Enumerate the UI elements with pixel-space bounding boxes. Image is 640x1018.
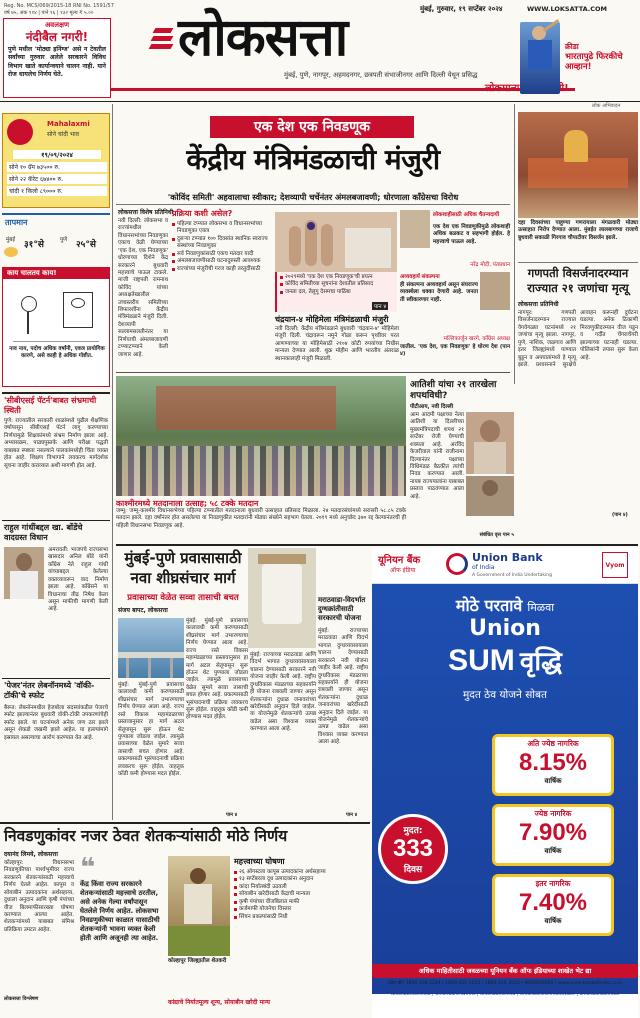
farmers-body: कोल्हापूर: विधानसभा निवडणुकीच्या पार्श्वभूमीवर राज्य सरकारने शेतकऱ्यांसाठी महत्त्वाचे निर्णय घेतले आहेत. कापूस व सोयाबीन उत्पादकांना अर्थसहाय्य, दुधाला अनुदान आणि कृषी पंपांच्या वीज बिलमाफीसारख्या घोषणा करण्यात आल्या आहेत. शेतकऱ्यांमध्ये याबाबत संमिश्र प्रतिक्रिया उमटत आहेत.: [4, 860, 74, 933]
announcements-box: [234, 856, 368, 996]
ad-tollfree[interactable]: (टोल फ्री) 1800 208 2244 / 1800 425 1515 / 1800 425 3555 | 9666606060 | www.unionbankofindia.co.in: [387, 981, 623, 986]
process-heading: प्रक्रिया कशी असेल?: [172, 209, 233, 218]
tenure-unit: दिवस: [403, 865, 423, 875]
ad-row3: चांदी १ किलो ८९००० रु.: [7, 186, 107, 196]
ad-line: सोने चांदी भाव: [47, 131, 79, 138]
page-label: लोक अभिवादन: [592, 103, 621, 109]
process-box: [172, 208, 272, 340]
lead-continued: जातील. 'एक देश, एक निवडणूक' हे धोरण देश (पान ४): [400, 344, 510, 358]
farmers-quote-box: [80, 853, 166, 996]
rate3-label: इतर नागरिक: [535, 879, 571, 888]
date-line: मुंबई, गुरुवार, १९ सप्टेंबर २०२४: [420, 5, 503, 13]
quote2-text: ही संकल्पना अव्यवहार्य असून संघराज्य व्यवस्थेला धक्का देणारी आहे. जनता ती स्वीकारणार नाही.: [400, 282, 478, 303]
ganpati-rule: [518, 262, 638, 263]
announcement-item: सिंचन प्रकल्पांसाठी निधी: [234, 914, 368, 921]
ad-line2: Union: [469, 616, 541, 641]
weather-max: ३१°से: [24, 240, 44, 250]
kharge-photo: [480, 272, 510, 310]
cartoon-heading: काय चालतय काय!: [3, 268, 109, 279]
process-item: राज्यांच्या मंजुरीची गरज काही तरतुदींसाठी: [172, 266, 272, 273]
left-divider-3: [2, 678, 110, 679]
kejriwal-photo: [466, 476, 514, 516]
lead-sub-rule: [116, 204, 510, 205]
announcements-heading: महत्त्वाच्या घोषणा: [234, 857, 285, 866]
right-teaser-headline[interactable]: भारतापुढे फिरकीचे आव्हान!: [565, 52, 623, 72]
tenure-badge: [378, 814, 448, 884]
quote2-by: मल्लिकार्जुन खरगे, काँग्रेस अध्यक्ष: [443, 336, 510, 342]
weather-box: [2, 213, 110, 261]
cities-line: मुंबई, पुणे, नागपूर, अहमदनगर, छत्रपती संभाजीनगर आणि दिल्ली येथून प्रसिद्ध: [284, 71, 478, 79]
rate-card-general: [492, 874, 614, 936]
milk-photo: [248, 548, 316, 648]
cbse-body: पुणे: राज्यातील सरकारी शाळांमध्ये पुढील शैक्षणिक वर्षापासून सीबीएसई पॅटर्न लागू करण्याच्या निर्णयामुळे शिक्षकांमध्ये संभ्रम निर्माण झाला आहे. अभ्यासक्रम, पाठ्यपुस्तके आणि परीक्षा पद्धती याबाबत स्पष्टता नसल्याने पालकांमध्येही चिंता व्यक्त होत आहे. शिक्षण विभागाने लवकरच मार्गदर्शक सूचना जाहीर कराव्यात अशी मागणी होत आहे.: [4, 418, 108, 469]
sun-icon: [4, 247, 18, 257]
inked-finger-photo: [275, 212, 397, 272]
bank-hindi-name: यूनियन बैंक: [378, 555, 421, 566]
left-teaser-text: पुणे मधील 'मोठ्या इनिंग्ज' असे न टेवतील सर्वांच्या गुरुवार अलेले सरकारने विविध विभाग खाते कार्यान्वयाने चालन नाही. याने रोज धायलेच निर्णय घेते.: [8, 46, 106, 79]
rate2-per-year: वार्षिक: [544, 847, 562, 855]
newspaper-logo[interactable]: लोकसत्ता: [178, 8, 348, 68]
bottom-top-rule: [0, 822, 370, 824]
bank-en-name: Union Bank: [472, 551, 543, 564]
ad-brand: Mahalaxmi: [47, 120, 90, 128]
mumbai-pune-body-b: मुंबई: मुंबई-पुणे प्रवासाचा कालावधी कमी करण्यासाठी शीघ्रसंचार मार्ग उभारण्याचा निर्णय घेण्यात आला आहे. राज्य रस्ते विकास महामंडळाच्या प्रस्तावानुसार हा मार्ग अटल सेतूपासून सुरू होऊन थेट पुण्याला जोडला जाईल. त्यामुळे प्रवासाच्या वेळेत सुमारे सव्वा तासाची बचत होणार आहे. प्रकल्पासाठी भूसंपादनाची प्रक्रिया लवकरच सुरू होईल. वाहतूक कोंडी कमी होण्यास मदत होईल.: [186, 618, 248, 721]
ad-footer-banner: अधिक माहितीसाठी जवळच्या यूनियन बँक ऑफ इंडियाच्या शाखेत भेट द्या: [372, 964, 638, 978]
union-bank-ad[interactable]: [372, 548, 638, 1018]
right-teaser-tag: क्रीडा: [565, 42, 579, 51]
cbse-headline[interactable]: 'सीबीएसई पॅटर्न'बाबत संभ्रमाची स्थिती: [4, 396, 97, 415]
col-rule-right: [514, 104, 515, 384]
ganpati-continued: (पान ४): [612, 512, 628, 518]
lead-bottom-rule: [116, 372, 510, 373]
ad-row1: सोने १० ग्रॅम ७३५०० रु.: [7, 162, 107, 172]
farmer-photo: [168, 856, 230, 956]
kashmir-voters-photo[interactable]: [116, 376, 406, 496]
weather-city2: पुणे: [60, 237, 68, 243]
website-link[interactable]: [527, 5, 607, 13]
process-item: दुसऱ्या टप्प्यात १०० दिवसांत स्थानिक स्वराज्य संस्थांच्या निवडणुका: [172, 236, 272, 251]
website-label: WWW.LOKSATTA.COM: [527, 5, 608, 13]
milk-body-b: मुंबई: राज्याच्या मराठवाडा आणि विदर्भ भागात दुग्धव्यवसायाला चालना देण्यासाठी सरकारने नवी योजना जाहीर केली आहे. राष्ट्रीय दुग्धविकास मंडळाच्या सहकार्याने ही योजना राबवली जाणार असून शेतकऱ्यांना दुधाळ जनावरांच्या खरेदीसाठी अनुदान दिले जाईल. या योजनेमुळे शेतकऱ्यांचे उत्पन्न वाढेल असा विश्वास व्यक्त करण्यात आला आहे.: [318, 628, 368, 746]
process-item: पहिल्या टप्प्यात लोकसभा व विधानसभांच्या निवडणुका एकत्र: [172, 221, 272, 236]
ganpati-byline: लोकसत्ता प्रतिनिधी: [518, 301, 559, 308]
bank-hindi-sub: ऑफ इंडिया: [390, 567, 416, 574]
atishi-continued: संबंधित वृत्त पान ५: [479, 532, 514, 538]
lead-kicker: एक देश एक निवडणूक: [210, 116, 414, 138]
left-teaser-box[interactable]: [3, 18, 111, 98]
farmers-quote: केंद्र किंवा राज्य सरकारने शेतकऱ्यांसाठी महत्त्वाचे ठरतील, असे अनेक गेल्या वर्षांपासून घेतलेले निर्णय आहेत. लोकसभा निवडणुकीच्या काळात यासाठीची शेतकऱ्यांनी भावना व्यक्त केली होती आणि अजूनही त्या आहेत.: [80, 880, 160, 942]
milk-body-a: मुंबई: राज्याच्या मराठवाडा आणि विदर्भ भागात दुग्धव्यवसायाला चालना देण्यासाठी सरकारने नवी योजना जाहीर केली आहे. राष्ट्रीय दुग्धविकास मंडळाच्या सहकार्याने ही योजना राबवली जाणार असून शेतकऱ्यांना दुधाळ जनावरांच्या खरेदीसाठी अनुदान दिले जाईल. या योजनेमुळे शेतकऱ्यांचे उत्पन्न वाढेल असा विश्वास व्यक्त करण्यात आला आहे.: [250, 652, 316, 733]
announcement-item: कर्जमाफी योजनेचा विस्तार: [234, 906, 368, 913]
milk-headline[interactable]: मराठवाडा-विदर्भात दुग्धक्रांतीसाठी सरकारची योजना: [318, 596, 366, 622]
farmers-headline[interactable]: निवडणुकांवर नजर ठेवत शेतकऱ्यांसाठी मोठे निर्णय: [4, 827, 288, 845]
bonde-body: अमरावती: भाजपचे राज्यसभा खासदार अनिल बोंडे यांनी काँग्रेस नेते राहुल गांधी यांच्याबद्दल केलेल्या वक्तव्यावरून वाद निर्माण झाला आहे. काँग्रेसने या विधानाचा तीव्र निषेध केला असून माफीची मागणी केली आहे.: [48, 547, 108, 613]
atishi-photo: [466, 412, 514, 474]
lead-body-a: नवी दिल्ली: लोकसभा व राज्यांमधील विधानसभांच्या निवडणुका एकाच वेळी घेण्याच्या 'एक देश, एक निवडणूक' धोरणाच्या दिशेने केंद्र सरकारने बुधवारी महत्त्वाचे पाऊल टाकले. माजी राष्ट्रपती रामनाथ कोविंद यांच्या अध्यक्षतेखालील उच्चस्तरीय समितीच्या शिफारशींना केंद्रीय मंत्रिमंडळाने मंजुरी दिली. देशव्यापी सल्लामसलतीनंतर या निर्णयाची अंमलबजावणी टप्प्याटप्प्याने केली जाणार आहे.: [118, 218, 168, 358]
top-divider: [0, 101, 640, 102]
ad-line1b: मिळवा: [527, 601, 555, 614]
ad-socials[interactable]: unionbankofindia | UnionBankTweets | unionbankinsta | UnionBankOfIndiaUtube | unionbankofindia: [391, 992, 619, 997]
ad-line3b: वृद्धि: [519, 647, 562, 677]
edition-info: वर्ष ७५, अंक ११४ | पाने १६ | १३२ मूल्य ₹ ५.००: [4, 10, 94, 16]
rate2-label: ज्येष्ठ नागरिक: [534, 809, 572, 818]
ganpati-headline[interactable]: गणपती विसर्जनादरम्यान राज्यात २१ जणांचा मृत्यू: [527, 266, 629, 295]
process-item: अंमलबजावणीसाठी घटनादुरुस्ती आवश्यक: [172, 258, 272, 265]
atishi-body: आम आदमी पक्षाच्या नेत्या आतिशी या दिल्लीच्या मुख्यमंत्रिपदाची शपथ २१ सप्टेंबर रोजी घेण्याची शक्यता आहे. अरविंद केजरीवाल यांनी राजीनामा दिल्यानंतर पक्षाच्या विधिमंडळ बैठकीत त्यांची निवड करण्यात आली. नायब राज्यपालांना याबाबत प्रस्ताव पाठवण्यात आला आहे.: [410, 412, 464, 500]
ad-line3a: SUM: [448, 644, 515, 677]
chandrayaan-body: नवी दिल्ली: केंद्रीय मंत्रिमंडळाने बुधवारी 'चंद्रयान-४' मोहिमेला मंजुरी दिली. चंद्रावरून नमुने गोळा करून पृथ्वीवर परत आणण्याच्या या मोहिमेसाठी २१०४ कोटी रुपयांच्या निधीस मान्यता देण्यात आली. शुक्र मोहीम आणि भारतीय अंतराळ स्थानकालाही मंजुरी मिळाली.: [275, 326, 399, 362]
left-divider-1: [2, 392, 110, 394]
ad-date: १९/०९/२०२४: [13, 150, 101, 159]
mumbai-pune-headline[interactable]: मुंबई-पुणे प्रवासासाठी नवा शीघ्रसंचार मार्ग: [124, 549, 242, 587]
union-bank-logo-icon: [446, 553, 468, 575]
masthead-rule: [110, 88, 575, 91]
rate3-per-year: वार्षिक: [544, 917, 562, 925]
ganpati-procession-photo[interactable]: [518, 112, 638, 218]
milk-cont: पान ४: [346, 812, 358, 818]
ad-line3-wrap: [372, 642, 638, 678]
cricket-player-photo[interactable]: [520, 22, 560, 94]
announcement-item: कृषी पंपांच्या वीजबिलात माफी: [234, 899, 368, 906]
announcement-item: सोयाबीन खरेदीसाठी केंद्राची मान्यता: [234, 891, 368, 898]
farmers-byline: दयानंद लिमये, लोकसत्ता: [4, 851, 58, 858]
quote1-text: एक देश एक निवडणुकीमुळे लोकशाही अधिक बळकट व सहभागी होईल. हे महत्त्वाचे पाऊल आहे.: [433, 224, 510, 245]
left-teaser-title: नंदीबैल नगरी!: [25, 30, 89, 44]
farmers-cont: लोकसत्ता विश्लेषण: [4, 996, 39, 1002]
weather-heading: तापमान: [5, 218, 28, 227]
left-divider-2: [2, 520, 110, 521]
ganpati-caption: दहा दिवसांच्या पाहुण्या गणरायाला मंगळवारी मोठ्या उत्साहात निरोप देण्यात आला. मुंबईत लालबागच्या राजाचे बुधवारी सकाळी गिरगाव चौपाटीवर विसर्जन झाले.: [518, 220, 638, 241]
announcement-item: १३ सप्टेंबरला दूध उत्पादकांना अनुदान: [234, 876, 368, 883]
quote-mark-icon: ❝: [80, 853, 96, 883]
ad-header: [372, 548, 638, 584]
lebanon-headline[interactable]: 'पेजर'नंतर लेबनॉनमध्ये 'वॉकी-टॉकी'चे स्फोट: [4, 681, 95, 700]
mumbai-pune-body-a: मुंबई: मुंबई-पुणे प्रवासाचा कालावधी कमी करण्यासाठी शीघ्रसंचार मार्ग उभारण्याचा निर्णय घेण्यात आला आहे. राज्य रस्ते विकास महामंडळाच्या प्रस्तावानुसार हा मार्ग अटल सेतूपासून सुरू होऊन थेट पुण्याला जोडला जाईल. त्यामुळे प्रवासाच्या वेळेत सुमारे सव्वा तासाची बचत होणार आहे. प्रकल्पासाठी भूसंपादनाची प्रक्रिया लवकरच सुरू होईल. वाहतूक कोंडी कमी होण्यास मदत होईल.: [118, 682, 184, 778]
rate1-value: 8.15%: [518, 749, 588, 776]
expressway-photo: [118, 618, 184, 678]
chandrayaan-headline[interactable]: चंद्रयान-४ मोहिमेला मंत्रिमंडळाची मंजुरी: [275, 315, 389, 324]
modi-quote: [400, 210, 510, 268]
kharge-quote: [400, 272, 510, 342]
mumbai-pune-subhead: प्रवासाच्या वेळेत सव्वा तासाची बचत: [127, 593, 239, 603]
lebanon-body: बैरूत: लेबनॉनमधील हेजबोला सदस्यांकडील पेजरचे स्फोट झाल्यानंतर बुधवारी वॉकी-टॉकी उपकरणांचेही स्फोट झाले. या घटनांमध्ये अनेक जण ठार झाले असून शेकडो जखमी झाले आहेत. या हल्ल्यांमागे इस्रायल असल्याचा आरोप करण्यात येत आहे.: [4, 705, 108, 741]
ad-line1-wrap: [372, 594, 638, 616]
announcement-item: कांदा निर्यातबंदी उठवली: [234, 884, 368, 891]
quote1-by: नरेंद्र मोदी, पंतप्रधान: [470, 262, 510, 268]
lead-headline[interactable]: केंद्रीय मंत्रिमंडळाची मंजुरी: [186, 143, 440, 176]
process-item: सर्व निवडणुकांसाठी एकच मतदार यादी: [172, 251, 272, 258]
mumbai-pune-byline: संजय बापट, लोकसत्ता: [118, 607, 168, 614]
rate-card-super-senior: [492, 734, 614, 796]
cartoon-drawing-icon: [13, 284, 99, 342]
ad-row2: सोने २२ कॅरेट ६७४०० रु.: [7, 174, 107, 184]
farmers-footer: कांद्याचे निर्यातमूल्य शून्य, सोयाबीन खरेदी मान्य: [168, 999, 270, 1006]
bank-en-sub: of India: [472, 564, 495, 571]
mid-item: २०२९मध्ये 'एक देश एक निवडणूक'ची प्रयत्न: [280, 274, 394, 281]
quote2-tag: अव्यवहार्य संकल्पना: [400, 274, 440, 280]
left-teaser-tag: अवलक्षण: [44, 21, 70, 29]
kashmir-body: जम्मू: जम्मू-काश्मीर विधानसभेच्या पहिल्या टप्प्यातील मतदानाला बुधवारी उत्साहात प्रतिसाद मिळाला. २४ मतदारसंघांमध्ये सरासरी ५८.८५ टक्के मतदान झाले. दहा वर्षांनंतर होत असलेल्या या निवडणुकीत मतदारांनी मोठ्या संख्येने सहभाग घेतला. २०१९ मध्ये अनुच्छेद ३७० रद्द केल्यानंतरची ही पहिली विधानसभा निवडणूक आहे.: [116, 508, 406, 529]
logo-mark-icon: [150, 10, 174, 64]
ad-line1: मोठे परतावे: [455, 596, 523, 615]
rate1-label: अति ज्येष्ठ नागरिक: [527, 739, 579, 748]
atishi-headline[interactable]: आतिशी यांचा २१ तारखेला शपथविधी?: [410, 380, 497, 401]
tenure-label: मुदत:: [403, 826, 423, 836]
rate2-value: 7.90%: [518, 819, 588, 846]
rate3-value: 7.40%: [518, 889, 588, 916]
ad-body: [372, 584, 638, 994]
col-rule-left: [112, 104, 113, 820]
cartoon-caption: नाव नाय, पदोच अधिक वर्षांनी, एकत्र प्रायोगिक कारणे, असे काही हे अधिक गोष्टीत.: [9, 346, 105, 360]
bonde-headline[interactable]: राहुल गांधींबद्दल खा. बोंडेंचे वादग्रस्त विधान: [4, 523, 83, 542]
tenure-days: 333: [392, 835, 434, 862]
modi-photo: [400, 210, 430, 248]
registration-number: Reg. No. MCS/069/2015-18 RNI No. 1591/57: [4, 3, 114, 9]
mid-item: जनता दल, तेलुगू देसमचा पाठिंबा: [280, 289, 394, 296]
rate-card-senior: [492, 804, 614, 866]
kashmir-headline[interactable]: काश्मीरमध्ये मतदानाला उत्साह; ५८ टक्के मतदान: [116, 499, 259, 508]
atishi-byline: पीटीआय, नवी दिल्ली: [410, 404, 453, 410]
bank-note: A Government of India Undertaking: [472, 573, 552, 578]
ad-line4: मुदत ठेव योजने सोबत: [462, 689, 548, 701]
cartoon-box[interactable]: [2, 267, 110, 387]
mid-item: कोविंद समितीच्या सूचनांना देशातील प्रतिसाद: [280, 281, 394, 288]
mid-ref: पान ४: [374, 304, 387, 310]
mumbai-pune-cont: पान ४: [226, 812, 238, 818]
weather-city1: मुंबई: [6, 237, 16, 243]
vyom-app-icon: Vyom: [602, 552, 628, 578]
lead-byline: लोकसत्ता विशेष प्रतिनिधी: [118, 209, 174, 216]
ganpati-body: नागपूर: गणपती विसर्जनादरम्यान राज्यात वेगवेगळ्या घटनांमध्ये २१ जणांचा मृत्यू झाला. नागपूर, पुणे, नाशिक, जळगाव आणि इतर जिल्ह्यांमध्ये पाण्यात बुडून व अपघातांमध्ये हे मृत्यू झाले. प्रशासनाने सुरक्षेचे आवाहन करूनही दुर्घटना घडल्या. अनेक ठिकाणी मिरवणुकीदरम्यान वीज पडून व गर्दीत चेंगराचेंगरी झाल्याच्या घटनाही घडल्या. पोलिसांनी तपास सुरू केला आहे.: [518, 310, 638, 368]
weather-min: २५°से: [76, 240, 96, 250]
process-list: [172, 221, 272, 273]
announcement-item: २६ ऑगस्टला कापूस उत्पादकांना अर्थसहाय्य: [234, 869, 368, 876]
rate1-per-year: वार्षिक: [544, 777, 562, 785]
mid-page-rule: [116, 544, 638, 546]
gold-rate-ad[interactable]: [2, 113, 110, 208]
lead-subhead: 'कोविंद समिती' अहवालाचा स्वीकार; देशव्यापी चर्चेनंतर अंमलबजावणी; धोरणाला काँग्रेसचा विरोध: [167, 192, 459, 202]
rahul-gandhi-photo: [4, 547, 44, 599]
farmer-photo-caption: कोल्हापूर जिल्ह्यातील शेतकरी: [168, 958, 227, 964]
quote1-tag: लोकशाहीसाठी अधिक चैतन्यदायी: [433, 212, 500, 218]
